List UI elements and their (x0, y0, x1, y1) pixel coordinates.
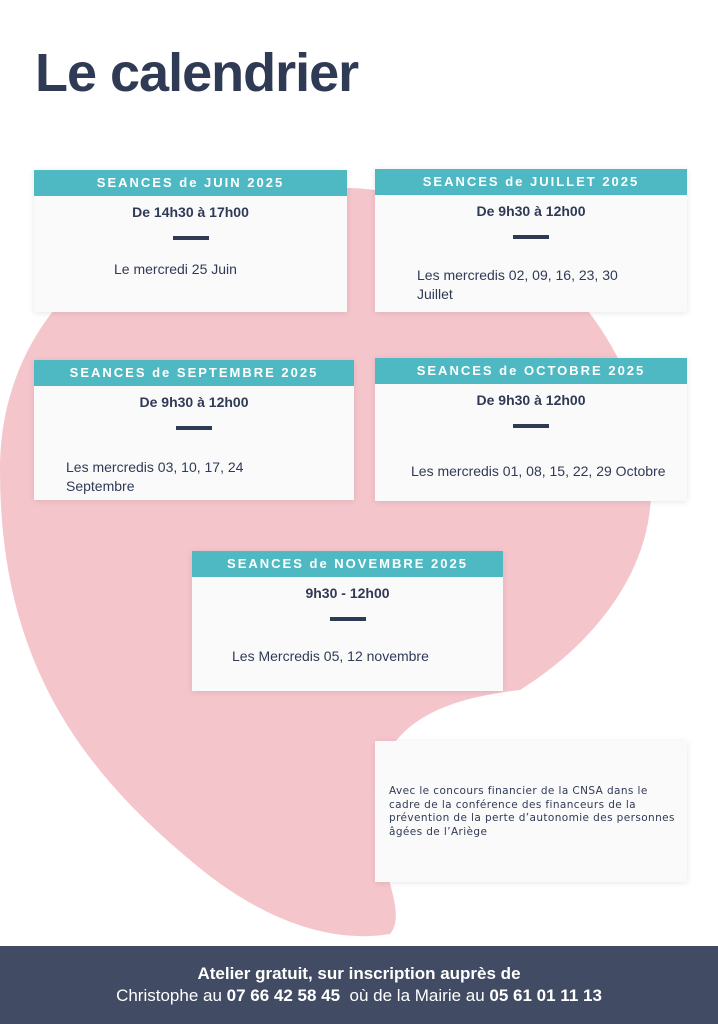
card-juillet-dates: Les mercredis 02, 09, 16, 23, 30 Juillet (417, 267, 618, 302)
card-juin-time: De 14h30 à 17h00 (132, 204, 249, 220)
sponsor-box (375, 741, 687, 882)
footer-line-2 (0, 985, 718, 1007)
footer-line-1: Atelier gratuit, sur inscription auprès de (197, 964, 521, 983)
sponsor-text: Avec le concours financier de la CNSA dans le cadre de la conférence des financeurs de la prévention de la perte d’autonomie des personnes âgées de l’Ariège (389, 785, 675, 838)
card-juillet-header: SEANCES de JUILLET 2025 (375, 169, 687, 195)
card-juillet-divider (513, 235, 549, 239)
card-septembre-time: De 9h30 à 12h00 (139, 394, 249, 410)
card-octobre-time: De 9h30 à 12h00 (476, 392, 586, 408)
card-novembre-divider (330, 617, 366, 621)
card-novembre-header: SEANCES de NOVEMBRE 2025 (192, 551, 503, 577)
card-septembre-dates: Les mercredis 03, 10, 17, 24 Septembre (66, 459, 244, 494)
card-octobre-header: SEANCES de OCTOBRE 2025 (375, 358, 687, 384)
footer-mairie-text: où de la Mairie au (340, 986, 490, 1005)
card-juillet-time: De 9h30 à 12h00 (476, 203, 586, 219)
card-juin-dates: Le mercredi 25 Juin (114, 261, 237, 277)
footer-contact-prefix: Christophe au (116, 986, 227, 1005)
card-octobre-divider (513, 424, 549, 428)
card-juin-divider (173, 236, 209, 240)
card-juin (34, 170, 347, 312)
card-septembre-divider (176, 426, 212, 430)
card-novembre-dates: Les Mercredis 05, 12 novembre (232, 648, 429, 664)
card-novembre-time: 9h30 - 12h00 (305, 585, 390, 601)
footer-mairie-phone[interactable]: 05 61 01 11 13 (489, 986, 602, 1005)
card-octobre-dates: Les mercredis 01, 08, 15, 22, 29 Octobre (411, 463, 666, 479)
page-title: Le calendrier (35, 43, 359, 103)
footer-contact-phone[interactable]: 07 66 42 58 45 (226, 986, 341, 1005)
card-septembre (34, 360, 354, 500)
card-juin-header: SEANCES de JUIN 2025 (34, 170, 347, 196)
card-novembre (192, 551, 503, 691)
card-septembre-header: SEANCES de SEPTEMBRE 2025 (34, 360, 354, 386)
card-octobre (375, 358, 687, 501)
footer-banner (0, 946, 718, 1024)
card-juillet (375, 169, 687, 312)
